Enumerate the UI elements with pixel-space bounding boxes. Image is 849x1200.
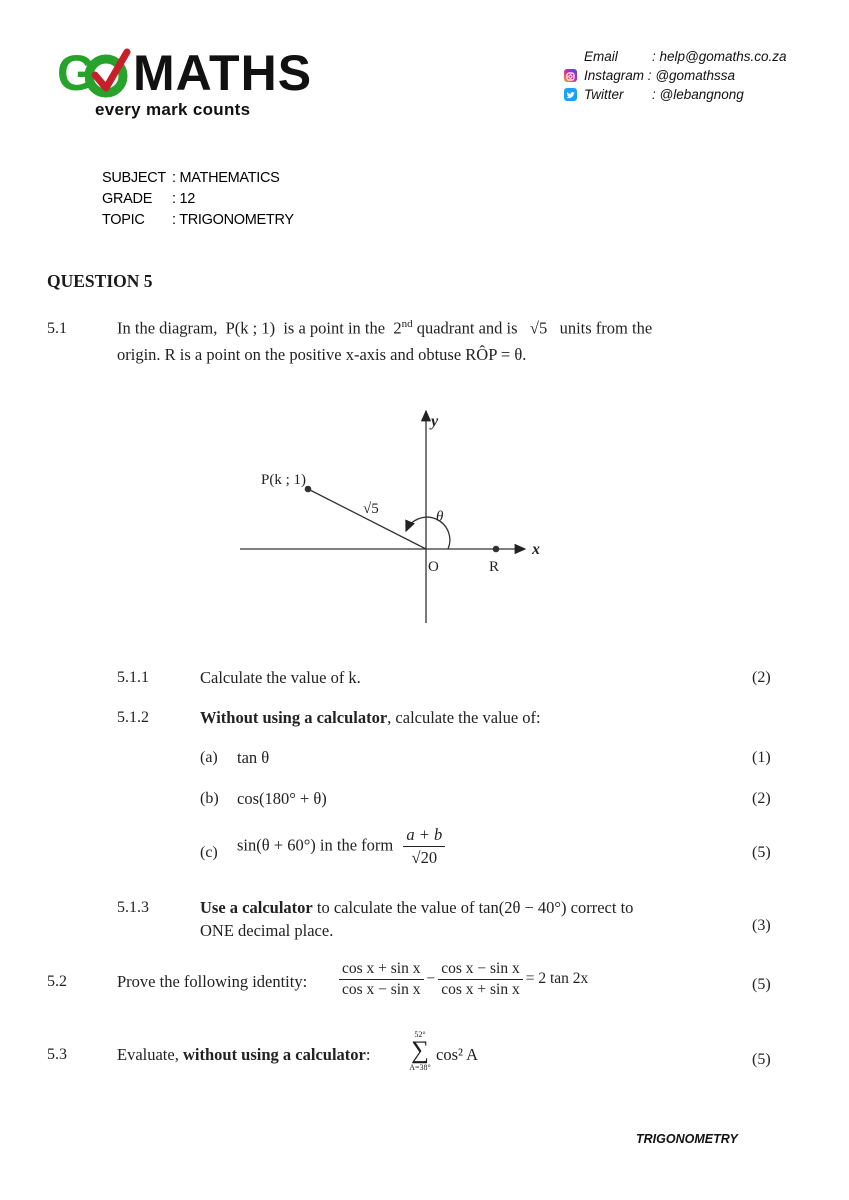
gomaths-logo bbox=[55, 45, 355, 120]
theta-label: θ bbox=[436, 509, 444, 525]
q52-fraction-2: $\frac{\text{cos x − sin x}}{\text{cos x + sin x}}$ bbox=[438, 960, 523, 999]
q513-marks: (3) bbox=[752, 917, 771, 934]
instagram-icon bbox=[564, 69, 577, 82]
q511-number: 5.1.1 bbox=[117, 669, 149, 686]
point-r-label: R bbox=[489, 559, 500, 575]
y-axis-label: y bbox=[431, 413, 439, 430]
subject-row: SUBJECT : MATHEMATICS bbox=[102, 170, 280, 186]
q511-marks: (2) bbox=[752, 669, 771, 686]
q512b-marks: (2) bbox=[752, 790, 771, 807]
point-r bbox=[493, 546, 500, 553]
q52-marks: (5) bbox=[752, 976, 771, 993]
trig-diagram bbox=[230, 405, 560, 630]
email-link[interactable]: help@gomaths.co.za bbox=[659, 49, 787, 64]
contact-instagram: Instagram : @gomathssa bbox=[584, 66, 787, 85]
q512c-number: (c) bbox=[200, 844, 218, 861]
q512a-number: (a) bbox=[200, 749, 218, 766]
origin-label: O bbox=[428, 559, 439, 575]
q512b-number: (b) bbox=[200, 790, 219, 807]
q511-text: Calculate the value of k. bbox=[200, 668, 361, 687]
q51-number: 5.1 bbox=[47, 320, 67, 337]
q512-number: 5.1.2 bbox=[117, 709, 149, 726]
point-p-label: P(k ; 1) bbox=[261, 472, 306, 488]
contact-email: Email : help@gomaths.co.za bbox=[584, 49, 787, 64]
contact-block bbox=[584, 47, 787, 104]
twitter-icon bbox=[564, 88, 577, 101]
contact-twitter: Twitter : @lebangnong bbox=[584, 85, 787, 104]
twitter-link[interactable]: @lebangnong bbox=[659, 87, 744, 102]
q53-number: 5.3 bbox=[47, 1046, 67, 1063]
x-axis-label: x bbox=[532, 541, 540, 558]
q512c-fraction: $\frac{a + b}{√20}$ bbox=[403, 825, 445, 868]
q513-number: 5.1.3 bbox=[117, 899, 149, 916]
q51-line2: origin. R is a point on the positive x-axis and obtuse RÔP = θ. bbox=[117, 345, 527, 364]
instagram-link[interactable]: @gomathssa bbox=[655, 68, 736, 83]
q513-text: Use a calculator to calculate the value of tan(2θ − 40°) correct to bbox=[200, 898, 634, 917]
q512a-marks: (1) bbox=[752, 749, 771, 766]
q53-expression: cos² A bbox=[436, 1045, 479, 1064]
subject-block bbox=[102, 168, 294, 231]
topic-row: TOPIC : TRIGONOMETRY bbox=[102, 212, 294, 228]
q512-text: Without using a calculator, calculate the value of: bbox=[200, 708, 541, 727]
q52-fraction-1: $\frac{\text{cos x + sin x}}{\text{cos x − sin x}}$ bbox=[339, 960, 424, 999]
terminal-arm bbox=[308, 489, 426, 549]
q513-text2: ONE decimal place. bbox=[200, 921, 334, 940]
q512b-text: cos(180° + θ) bbox=[237, 789, 327, 808]
checkmark-icon bbox=[85, 48, 131, 100]
q52-identity: $\frac{\text{cos x + sin x}}{\text{cos x − sin x}}$ − $\frac{\text{cos x − sin x}}{\text{cos x + sin x}}$ = 2 tan 2x bbox=[336, 960, 588, 999]
q53-text: Evaluate, without using a calculator: bbox=[117, 1045, 371, 1064]
logo-maths: MATHS bbox=[133, 45, 313, 101]
q52-text: Prove the following identity: bbox=[117, 972, 308, 991]
q51-line1: In the diagram, P(k ; 1) is a point in the 2nd quadrant and is √5 units from the bbox=[117, 318, 653, 338]
q53-summation: 52° ∑ A=38° bbox=[409, 1030, 431, 1072]
footer-topic: TRIGONOMETRY bbox=[636, 1132, 738, 1146]
logo-g: G bbox=[57, 45, 97, 101]
q52-number: 5.2 bbox=[47, 973, 67, 990]
q512c-marks: (5) bbox=[752, 844, 771, 861]
question-title: QUESTION 5 bbox=[47, 271, 153, 291]
q53-marks: (5) bbox=[752, 1051, 771, 1068]
hyp-label: √5 bbox=[363, 501, 379, 517]
logo-tagline: every mark counts bbox=[95, 100, 251, 119]
q512a-text: tan θ bbox=[237, 748, 270, 767]
grade-row: GRADE : 12 bbox=[102, 191, 195, 207]
q512c-text: sin(θ + 60°) in the form $\frac{a + b}{√20}$ bbox=[237, 825, 448, 868]
